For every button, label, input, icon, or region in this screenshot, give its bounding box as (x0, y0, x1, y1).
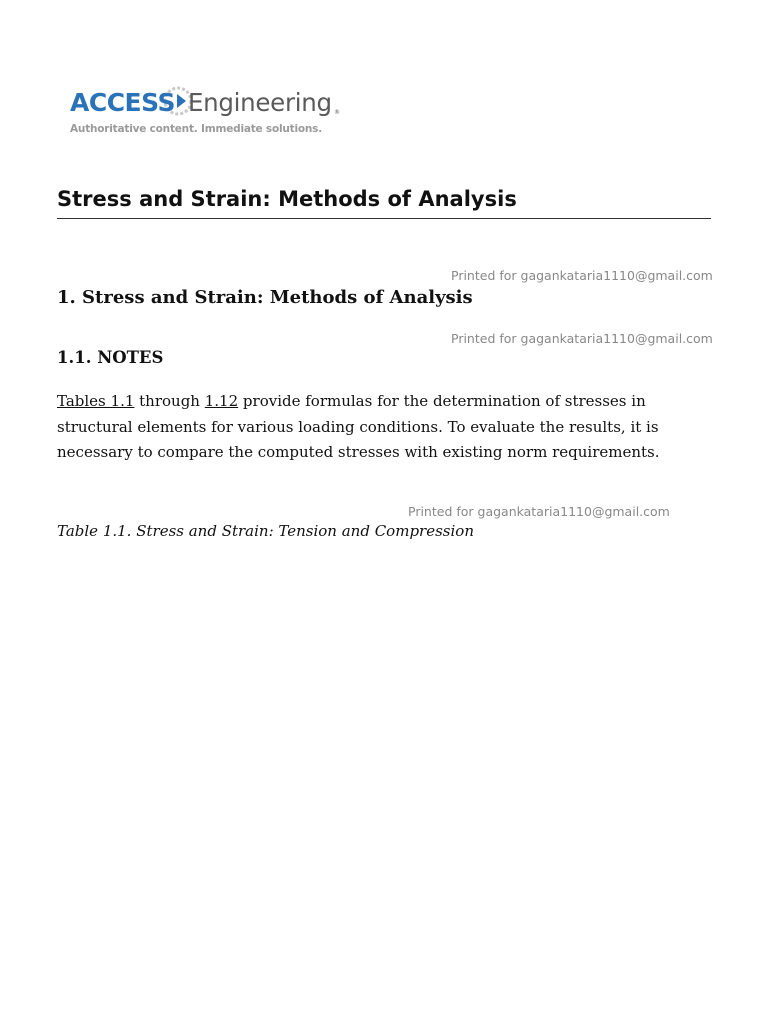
document-title: Stress and Strain: Methods of Analysis (57, 185, 711, 219)
access-engineering-logo (70, 80, 360, 140)
registered-mark: ® (334, 109, 340, 116)
logo-engineering-text: Engineering (188, 88, 332, 117)
logo-access-text: ACCESS (70, 88, 176, 117)
printed-for-notice: Printed for gagankataria1110@gmail.com (408, 504, 670, 519)
paragraph-text: through (134, 392, 205, 410)
logo-graphic (70, 80, 360, 122)
logo-tagline: Authoritative content. Immediate solutions. (70, 123, 323, 135)
notes-paragraph (57, 389, 717, 466)
section-heading: 1. Stress and Strain: Methods of Analysis (57, 287, 473, 308)
tables-1-1-link[interactable]: Tables 1.1 (57, 392, 135, 410)
table-caption: Table 1.1. Stress and Strain: Tension and Compression (57, 522, 474, 540)
logo-arrow-icon (177, 94, 186, 108)
subsection-heading: 1.1. NOTES (57, 348, 164, 367)
table-1-12-link[interactable]: 1.12 (204, 392, 239, 410)
paragraph-text: provide formulas for the determination of stresses in structural elements for various loading conditions. To evaluate the results, it is necessary to compare the computed stresses with existing norm requirements. (57, 392, 660, 461)
printed-for-notice: Printed for gagankataria1110@gmail.com (451, 268, 713, 283)
printed-for-notice: Printed for gagankataria1110@gmail.com (451, 331, 713, 346)
